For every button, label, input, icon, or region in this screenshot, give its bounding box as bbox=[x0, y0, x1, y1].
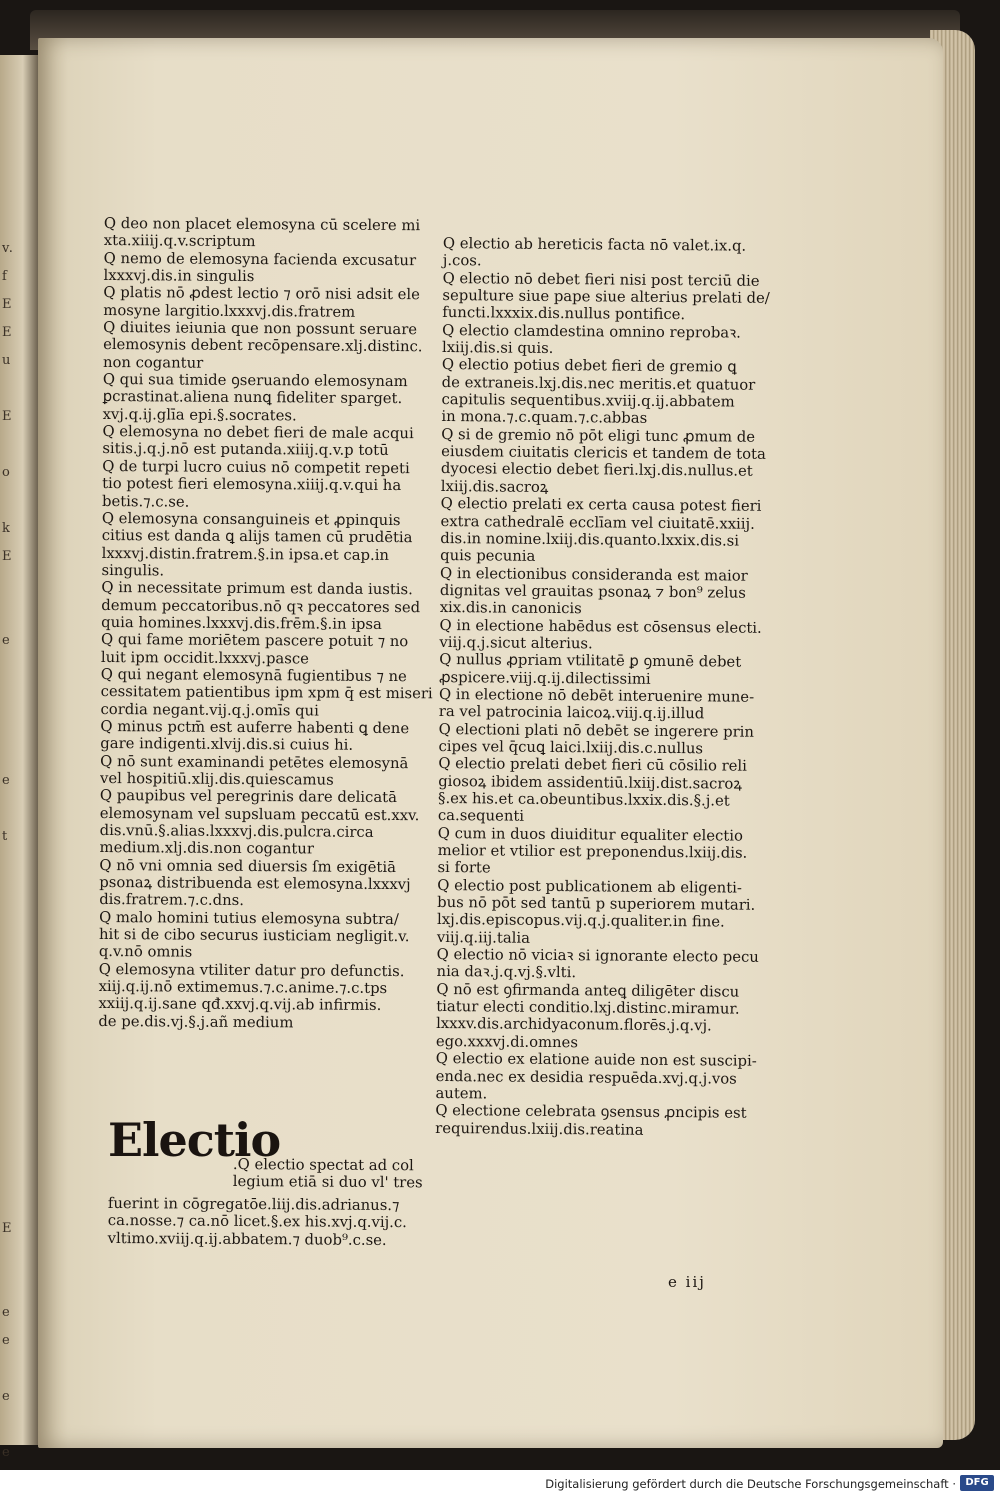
text-line: Q elemosyna no debet fieri de male acqui bbox=[102, 423, 414, 443]
text-line: §.ex his.et ca.obeuntibus.lxxix.dis.§.j.et bbox=[438, 789, 730, 810]
text-line: dis.in nomine.lxiij.dis.quanto.lxxix.dis.si bbox=[440, 529, 740, 550]
electio-side-text bbox=[233, 1156, 423, 1192]
text-line: cessitatem patientibus ipm xpm q̄ est miseri bbox=[100, 683, 433, 703]
text-line: Q in necessitate primum est danda iustis. bbox=[101, 579, 413, 599]
text-line: giosoꝝ ibidem assidentiū.lxiij.dist.sacroꝝ bbox=[438, 772, 742, 793]
dfg-logo: DFG bbox=[960, 1475, 994, 1491]
facing-page-edge bbox=[0, 55, 38, 1460]
text-line: bus nō pōt sed tantū p superiorem mutari. bbox=[437, 894, 756, 914]
text-line: Q elemosyna vtiliter datur pro defunctis. bbox=[98, 960, 405, 980]
text-line: luit ipm occidit.lxxxvj.pasce bbox=[100, 648, 309, 668]
text-line: .Q electio spectat ad col bbox=[232, 1156, 414, 1175]
text-line: nia daꝛ.j.q.vj.§.vlti. bbox=[436, 963, 577, 982]
text-line: in mona.⁊.c.quam.⁊.c.abbas bbox=[441, 408, 648, 428]
text-line: elemosynam vel supsluam peccatū est.xxv. bbox=[99, 804, 420, 824]
text-line: Q in electionibus consideranda est maior bbox=[439, 564, 748, 585]
text-line: Q de turpi lucro cuius nō competit repeti bbox=[102, 457, 410, 477]
text-line: ra vel patrocinia laicoꝝ.viij.q.ij.illud bbox=[438, 703, 705, 723]
text-line: lxxxv.dis.archidyaconum.florēs.j.q.vj. bbox=[436, 1015, 712, 1035]
text-line: melior et vtilior est preponendus.lxiij.dis. bbox=[437, 842, 748, 862]
text-line: xiij.q.ij.nō extimemus.⁊.c.anime.⁊.c.tps bbox=[98, 978, 388, 998]
text-line: si forte bbox=[437, 859, 491, 877]
text-line: tio potest fieri elemosyna.xiiij.q.v.qui ha bbox=[102, 475, 402, 495]
text-line: Q diuites ieiunia que non possunt seruare bbox=[103, 319, 418, 339]
text-line: ca.nosse.⁊ ca.nō licet.§.ex his.xvj.q.vij.c. bbox=[107, 1212, 407, 1232]
text-line: autem. bbox=[435, 1084, 488, 1103]
text-line: xvj.q.ij.glīa epi.§.socrates. bbox=[102, 405, 297, 425]
text-line: tiatur electi conditio.lxj.distinc.miramur. bbox=[436, 998, 740, 1018]
text-line: capitulis sequentibus.xviij.q.ij.abbatem bbox=[441, 391, 735, 411]
text-line: lxxxvj.dis.in singulis bbox=[103, 267, 255, 286]
funding-credit: Digitalisierung gefördert durch die Deutsche Forschungsgemeinschaft · bbox=[545, 1477, 956, 1491]
text-line: dyocesi electio debet fieri.lxj.dis.nullus.et bbox=[440, 460, 753, 481]
text-line: Q si de gremio nō pōt eligi tunc ꝓmum de bbox=[441, 425, 756, 446]
text-line: citius est danda ꝗ alijs tamen cū prudētia bbox=[101, 527, 413, 547]
text-line: hit si de cibo securus iusticiam negligit.v. bbox=[98, 926, 410, 946]
text-line: ꝓspicere.viij.q.ij.dilectissimi bbox=[439, 668, 651, 688]
text-line: Q electio ex elatione auide non est suscipi- bbox=[435, 1050, 757, 1070]
text-line: ego.xxxvj.di.omnes bbox=[435, 1032, 579, 1052]
text-line: Q nō sunt examinandi petētes elemosynā bbox=[100, 752, 409, 772]
text-line: Q electio nō debet fieri nisi post terciū die bbox=[442, 269, 760, 290]
printed-page bbox=[38, 38, 943, 1448]
text-line: legium etiā si duo vl' tres bbox=[232, 1173, 423, 1192]
text-line: de pe.dis.vj.§.j.añ medium bbox=[98, 1012, 294, 1032]
text-line: sepulture siue pape siue alterius prelati de/ bbox=[442, 287, 770, 307]
text-line: vel hospitiū.xlij.dis.quiescamus bbox=[100, 769, 334, 789]
text-line: de extraneis.lxj.dis.nec meritis.et quatuor bbox=[441, 373, 756, 394]
text-line: quia homines.lxxxvj.dis.frēm.§.in ipsa bbox=[101, 613, 382, 633]
text-line: extra cathedralē ecclīam vel ciuitatē.xxiij. bbox=[440, 512, 755, 533]
text-line: Q electio post publicationem ab eligenti- bbox=[437, 876, 742, 897]
text-line: Q electio ab hereticis facta nō valet.ix.q. bbox=[442, 235, 747, 255]
text-line: sitis.j.q.j.nō est putanda.xiiij.q.v.p totū bbox=[102, 440, 389, 460]
left-text-column bbox=[98, 215, 456, 1033]
right-text-column bbox=[435, 235, 803, 1140]
text-line: betis.⁊.c.se. bbox=[101, 492, 190, 511]
text-line: lxiij.dis.si quis. bbox=[441, 339, 554, 358]
text-line: Q deo non placet elemosyna cū scelere mi bbox=[103, 215, 421, 235]
text-line: Q electioni plati nō debēt se ingerere prin bbox=[438, 720, 755, 741]
text-line: Q qui negant elemosynā fugientibus ⁊ ne bbox=[100, 665, 407, 686]
text-line: non cogantur bbox=[102, 353, 204, 372]
text-line: eiusdem ciuitatis clericis et tandem de tota bbox=[441, 443, 766, 463]
text-line: Q electio clamdestina omnino reprobaꝛ. bbox=[442, 321, 741, 342]
text-line: Q in electione habēdus est cōsensus electi. bbox=[439, 616, 762, 637]
footer-bar bbox=[0, 1470, 1000, 1499]
text-line: viij.q.iij.talia bbox=[436, 928, 531, 947]
text-line: Q malo homini tutius elemosyna subtra/ bbox=[99, 908, 399, 928]
text-line: psonaꝝ distribuenda est elemosyna.lxxxvj bbox=[99, 874, 411, 894]
text-line: Q qui fame moriētem pascere potuit ⁊ no bbox=[100, 631, 409, 651]
text-line: Q nō est ꝯfirmanda anteꝗ diligēter discu bbox=[436, 980, 740, 1001]
text-line: medium.xlj.dis.non cogantur bbox=[99, 839, 315, 858]
text-line: lxj.dis.episcopus.vij.q.j.qualiter.in fine. bbox=[436, 911, 725, 931]
text-line: xix.dis.in canonicis bbox=[439, 599, 582, 618]
text-line: Q nō vni omnia sed diuersis ſm exigētiā bbox=[99, 856, 397, 876]
text-line: Q cum in duos diuiditur equaliter electio bbox=[437, 824, 743, 845]
text-line: singulis. bbox=[101, 561, 165, 580]
text-line: lxxxvj.distin.fratrem.§.in ipsa.et cap.in bbox=[101, 544, 390, 564]
text-line: mosyne largitio.lxxxvj.dis.fratrem bbox=[103, 301, 356, 321]
text-line: ca.sequenti bbox=[437, 807, 525, 826]
text-line: Q in electione nō debēt interuenire mune- bbox=[438, 685, 755, 706]
electio-heading: Electio bbox=[108, 1113, 281, 1167]
text-line: xta.xiiij.q.v.scriptum bbox=[103, 232, 256, 251]
text-line: elemosynis debent recōpensare.xlj.distinc. bbox=[103, 336, 423, 356]
text-line: Q electio prelati ex certa causa potest fieri bbox=[440, 495, 762, 515]
text-line: Q minus pctm̄ est auferre habenti ꝗ dene bbox=[100, 717, 410, 738]
text-line: viij.q.j.sicut alterius. bbox=[439, 633, 593, 653]
text-line: Q nullus ꝓpriam vtilitatē ꝑ ꝯmunē debet bbox=[439, 651, 742, 671]
text-line: quis pecunia bbox=[440, 547, 536, 566]
text-line: cordia negant.vij.q.j.omīs qui bbox=[100, 700, 319, 720]
text-line: ꝑcrastinat.aliena nunꝗ fideliter sparget. bbox=[102, 388, 403, 408]
text-line: gare indigenti.xlvij.dis.si cuius hi. bbox=[100, 735, 354, 755]
text-line: enda.nec ex desidia respuēda.xvj.q.j.vos bbox=[435, 1067, 737, 1088]
facing-page-margin-text: v. f E E u E o k E e e t E e e e e bbox=[2, 241, 14, 1460]
text-line: dignitas vel grauitas psonaꝝ ⁊ bon⁹ zelus bbox=[439, 581, 746, 602]
text-line: functi.lxxxix.dis.nullus pontifice. bbox=[442, 304, 686, 324]
text-line: Q nemo de elemosyna facienda excusatur bbox=[103, 249, 417, 269]
text-line: Q platis nō ꝓdest lectio ⁊ orō nisi adsit ele bbox=[103, 284, 420, 304]
text-line: xxiij.q.ij.sane qđ.xxvj.q.vij.ab infirmis. bbox=[98, 995, 382, 1015]
text-line: requirendus.lxiij.dis.reatina bbox=[435, 1119, 644, 1139]
text-line: q.v.nō omnis bbox=[98, 943, 193, 962]
text-line: dis.vnū.§.alias.lxxxvj.dis.pulcra.circa bbox=[99, 822, 374, 841]
text-line: Q electio potius debet fieri de gremio ꝗ bbox=[441, 356, 737, 376]
text-line: demum peccatoribus.nō qꝛ peccatores sed bbox=[101, 596, 421, 616]
text-line: Q electio prelati debet fieri cū cōsilio reli bbox=[438, 755, 748, 775]
text-line: vltimo.xviij.q.ij.abbatem.⁊ duob⁹.c.se. bbox=[107, 1229, 387, 1249]
text-line: Q elemosyna consanguineis et ꝓpinquis bbox=[101, 509, 401, 529]
text-line: lxiij.dis.sacroꝝ bbox=[440, 477, 549, 496]
electio-continuation-text bbox=[108, 1195, 407, 1249]
text-line: Q electione celebrata ꝯsensus ꝓncipis est bbox=[435, 1102, 747, 1122]
text-line: dis.fratrem.⁊.c.dns. bbox=[99, 891, 245, 910]
text-line: Q paupibus vel peregrinis dare delicatā bbox=[99, 787, 398, 807]
text-line: cipes vel q̄cuꝗ laici.lxiij.dis.c.nullus bbox=[438, 737, 704, 758]
text-line: fuerint in cōgregatōe.liij.dis.adrianus.⁊ bbox=[107, 1195, 400, 1215]
text-line: j.cos. bbox=[442, 252, 482, 270]
text-line: Q electio nō viciaꝛ si ignorante electo pecu bbox=[436, 946, 759, 966]
text-line: Q qui sua timide ꝯseruando elemosynam bbox=[102, 371, 408, 391]
signature-mark: e iij bbox=[668, 1273, 706, 1291]
